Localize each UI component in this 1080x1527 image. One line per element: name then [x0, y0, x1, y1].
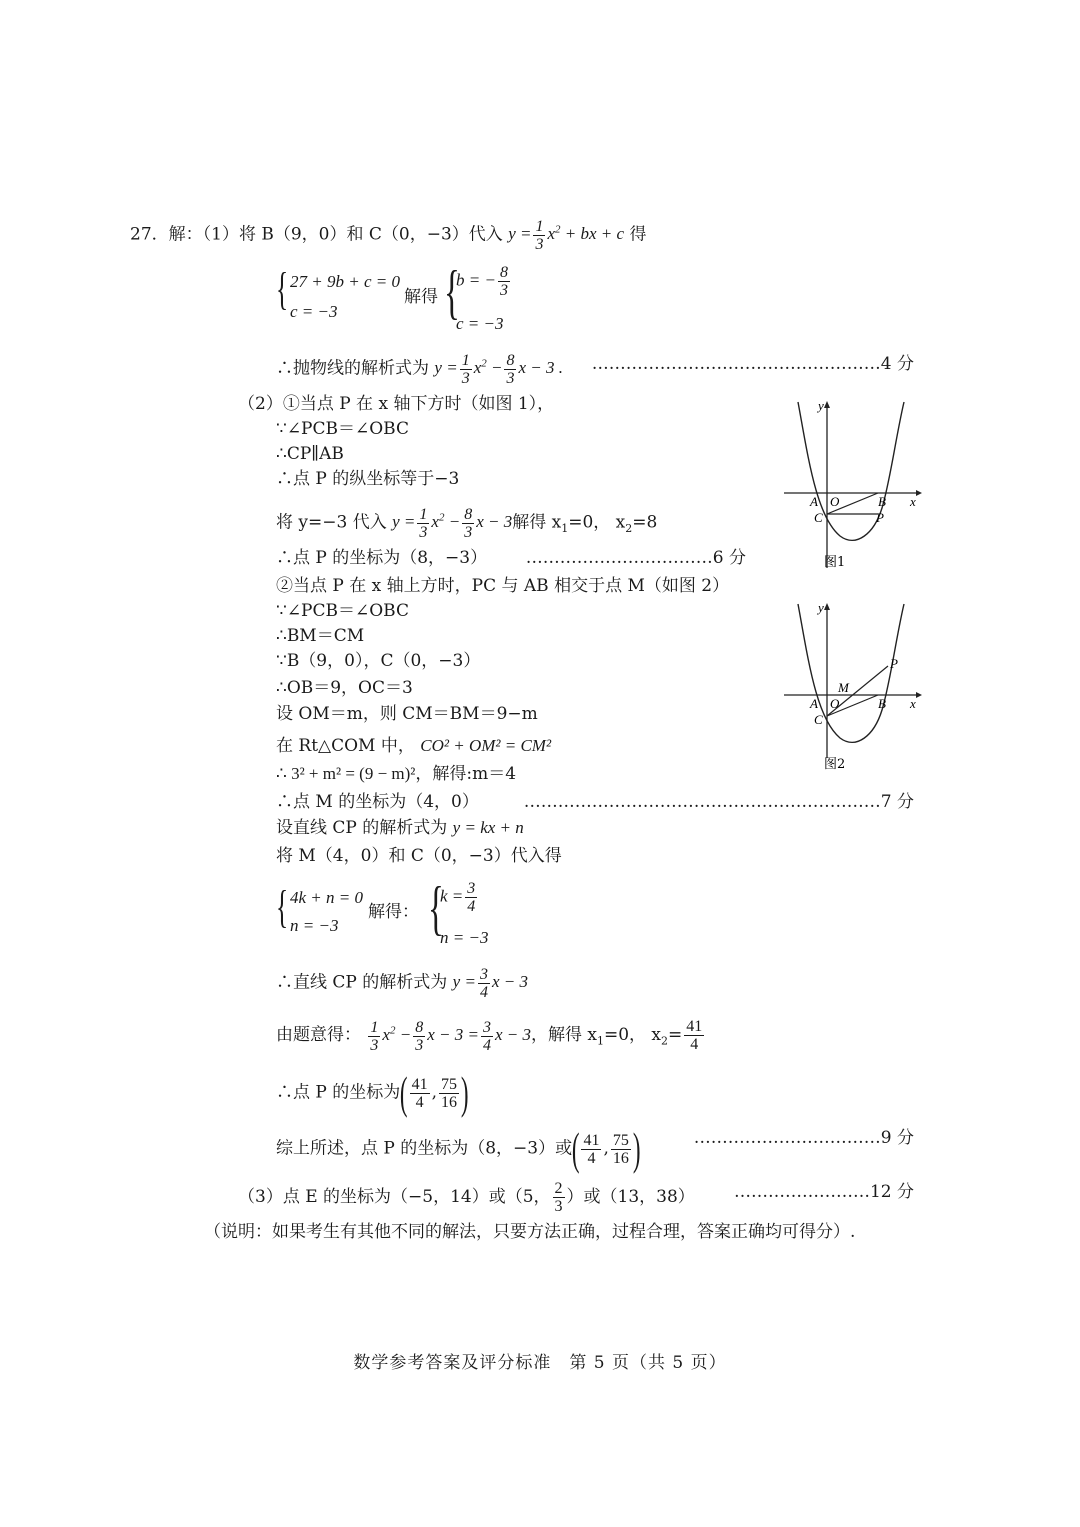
p2-5c: =0， x: [568, 512, 626, 533]
page-footer: 数学参考答案及评分标准 第 5 页（共 5 页）: [353, 1353, 727, 1373]
label-o: O: [830, 696, 840, 711]
frac-den: 3: [535, 236, 544, 253]
y-arrow: [824, 603, 830, 610]
p2-line12: 设 OM＝m，则 CM＝BM＝9−m: [276, 704, 538, 724]
sys2-eq2: n = −3: [290, 916, 339, 935]
p2-21: 综上所述，点 P 的坐标为（8，−3）或: [276, 1138, 573, 1159]
sys2-mid: 解得：: [368, 902, 419, 922]
p2-line6: ∴点 P 的坐标为（8，−3）: [276, 548, 488, 568]
x-arrow: [916, 490, 922, 496]
frac-num: 8: [415, 1018, 424, 1036]
frac-num: 41: [411, 1075, 428, 1093]
sys1-eq2: c = −3: [290, 302, 338, 321]
frac-den: 3: [419, 524, 428, 541]
p3-line: [238, 1180, 695, 1215]
frac-num: 8: [499, 264, 508, 281]
score-9: ……………………………9 分: [693, 1128, 914, 1148]
label-b: B: [878, 696, 886, 711]
frac-num: 1: [370, 1018, 379, 1036]
note: （说明：如果考生有其他不同的解法，只要方法正确，过程合理，答案正确均可得分）.: [204, 1222, 856, 1242]
p2-5a: 将 y=−3 代入: [276, 512, 387, 533]
p2-line1: （2）①当点 P 在 x 轴下方时（如图 1），: [238, 394, 555, 414]
label-m: M: [838, 680, 849, 695]
p2-line14: [276, 762, 516, 786]
b-lhs: b = −: [456, 270, 496, 290]
eq-parabola-2: y = $\frac{1}{3}$ $x^2$ − $\frac{8}{3}$ x − 3: [392, 506, 513, 541]
frac-num: 8: [464, 506, 473, 523]
sys2-eq1: 4k + n = 0: [290, 888, 363, 907]
frac-num: 1: [461, 352, 470, 369]
frac-den: 4: [415, 1093, 424, 1111]
sys1-b: [456, 264, 512, 299]
label-c: C: [814, 510, 823, 525]
frac-den: 3: [415, 1036, 424, 1054]
p2-16b: y = kx + n: [452, 818, 524, 837]
figure-1: [778, 396, 928, 576]
frac-den: 3: [464, 524, 473, 541]
p2-18: ∴直线 CP 的解析式为: [276, 972, 448, 993]
frac-den: 3: [506, 370, 515, 387]
label-x: x: [910, 696, 916, 711]
frac-den: 4: [587, 1149, 596, 1167]
p1-sub: B（9，0）和 C（0，−3）代入: [261, 224, 503, 245]
figure-2: [778, 598, 928, 776]
p2-14b: ，解得:m＝4: [415, 764, 517, 784]
label-x: x: [910, 494, 916, 509]
p2-line16: [276, 816, 524, 840]
sys2-n: n = −3: [440, 928, 489, 947]
brace-2: {: [444, 259, 460, 325]
p1-tail: 得: [629, 224, 647, 245]
y-arrow: [824, 401, 830, 408]
lparen: (: [400, 1067, 408, 1118]
frac-den: 3: [499, 282, 508, 299]
p2-line4: ∴点 P 的纵坐标等于−3: [276, 469, 460, 489]
frac-den: 16: [612, 1149, 629, 1167]
p2-line3: ∴CP∥AB: [276, 444, 344, 464]
p2-line7: ②当点 P 在 x 轴上方时，PC 与 AB 相交于点 M（如图 2）: [276, 576, 730, 596]
p2-line11: ∴OB＝9，OC＝3: [276, 678, 413, 698]
frac-num: 75: [440, 1075, 457, 1093]
p2-line20: ∴点 P 的坐标为( $\frac{41}{4}$ , $\frac{75}{16}$ ): [276, 1067, 469, 1118]
frac-den: 3: [554, 1198, 563, 1215]
p2-13a: 在 Rt△COM 中，: [276, 736, 415, 756]
frac-num: 8: [506, 352, 515, 369]
frac-num: 2: [554, 1180, 563, 1197]
eq-intersect: $\frac{1}{3}$ $x^2$ − $\frac{8}{3}$ x − 3 = $\frac{3}{4}$ x − 3: [370, 1018, 531, 1054]
frac-den: 4: [482, 1036, 491, 1054]
score-7: ………………………………………………………7 分: [523, 792, 914, 812]
label-b: B: [878, 494, 886, 509]
p2-14a: ∴ 3² + m² = (9 − m)²: [276, 764, 416, 783]
p3b: ）或（13，38）: [566, 1187, 695, 1207]
frac-den: 4: [690, 1036, 699, 1053]
q27-line1: [130, 218, 646, 253]
frac-num: 3: [479, 966, 488, 983]
label-a: A: [810, 696, 818, 711]
frac-num: 75: [612, 1131, 629, 1149]
p2-line2: ∵∠PCB＝∠OBC: [276, 419, 409, 439]
p2-line18: [276, 966, 528, 1001]
frac-num: 41: [686, 1018, 703, 1035]
score-4: ……………………………………………4 分: [591, 354, 914, 374]
label-y: y: [818, 600, 824, 615]
sys1-mid: 解得: [404, 287, 438, 307]
eq-result: y = $\frac{1}{3}$ $x^2$ − $\frac{8}{3}$ x − 3 .: [434, 352, 563, 387]
p2-5d: =8: [632, 512, 658, 533]
p2-line9: ∴BM＝CM: [276, 626, 365, 646]
frac-num: 3: [482, 1018, 491, 1036]
p2-19c: =0， x: [603, 1025, 662, 1045]
frac-num: 1: [419, 506, 428, 523]
label-o: O: [830, 494, 840, 509]
label-p: P: [876, 510, 884, 525]
p2-16a: 设直线 CP 的解析式为: [276, 818, 448, 838]
p2-line19: 由题意得： $\frac{1}{3}$ $x^2$ − $\frac{8}{3}$ x − 3 = $\frac{3}{4}$ x − 3，解得 $x_1=0$， $x_2=$ $\frac{41}{4}$: [276, 1018, 703, 1054]
frac-den: 3: [461, 370, 470, 387]
brace-4: {: [428, 875, 444, 941]
p2-19b: ，解得 x: [530, 1025, 597, 1045]
sys1-c: c = −3: [456, 314, 504, 333]
frac-den: 3: [370, 1036, 379, 1054]
p2-line13: [276, 734, 551, 758]
frac-den: 4: [467, 898, 476, 915]
frac-den: 16: [440, 1093, 457, 1111]
conclude-1-text: ∴抛物线的解析式为: [276, 358, 429, 379]
score-6: ……………………………6 分: [525, 548, 746, 568]
p2-line10: ∵B（9，0），C（0，−3）: [276, 651, 481, 671]
p2-line5: 将 y=−3 代入 y = $\frac{1}{3}$ $x^2$ − $\frac{8}{3}$ x − 3解得 $x_1=0$， $x_2=8$: [276, 506, 658, 541]
brace-3: {: [276, 881, 289, 932]
frac-num: 41: [583, 1131, 600, 1149]
p3a: （3）点 E 的坐标为（−5，14）或（5，: [238, 1187, 551, 1207]
score-12: ……………………12 分: [733, 1182, 914, 1202]
label-y: y: [818, 398, 824, 413]
eq-parabola: y = $\frac{1}{3}$ $x^2$ + bx + c: [508, 218, 625, 253]
label-a: A: [810, 494, 818, 509]
p2-line8: ∵∠PCB＝∠OBC: [276, 601, 409, 621]
p2-line17: 将 M（4，0）和 C（0，−3）代入得: [276, 846, 562, 866]
x-arrow: [916, 692, 922, 698]
eq-line-cp: y = $\frac{3}{4}$ x − 3: [452, 966, 528, 1001]
p2-5b: 解得 x: [512, 512, 562, 533]
brace-1: {: [276, 263, 289, 314]
frac-num: 1: [535, 218, 544, 235]
p2-19a: 由题意得：: [276, 1025, 361, 1045]
frac-num: 3: [467, 880, 476, 897]
p2-13b: CO² + OM² = CM²: [420, 736, 552, 755]
p2-line15: ∴点 M 的坐标为（4，0）: [276, 792, 479, 812]
label-p: P: [890, 656, 898, 671]
sys2-k: [440, 880, 479, 915]
rparen: ): [460, 1067, 469, 1118]
label-c: C: [814, 712, 823, 727]
rparen: ): [632, 1123, 641, 1174]
sys1-eq1: 27 + 9b + c = 0: [290, 272, 400, 291]
p2-19d: =: [668, 1025, 683, 1045]
conclude-1: [276, 352, 563, 387]
lparen: (: [571, 1123, 580, 1174]
p2-20: ∴点 P 的坐标为: [276, 1082, 401, 1103]
frac-den: 4: [479, 984, 488, 1001]
p2-line21: 综上所述，点 P 的坐标为（8，−3）或( $\frac{41}{4}$ , $\frac{75}{16}$ ): [276, 1123, 641, 1174]
k-lhs: k =: [440, 886, 464, 906]
caption-1: 图1: [824, 555, 846, 570]
caption-2: 图2: [824, 757, 846, 772]
q27-head: 27．解：（1）将: [130, 224, 256, 245]
